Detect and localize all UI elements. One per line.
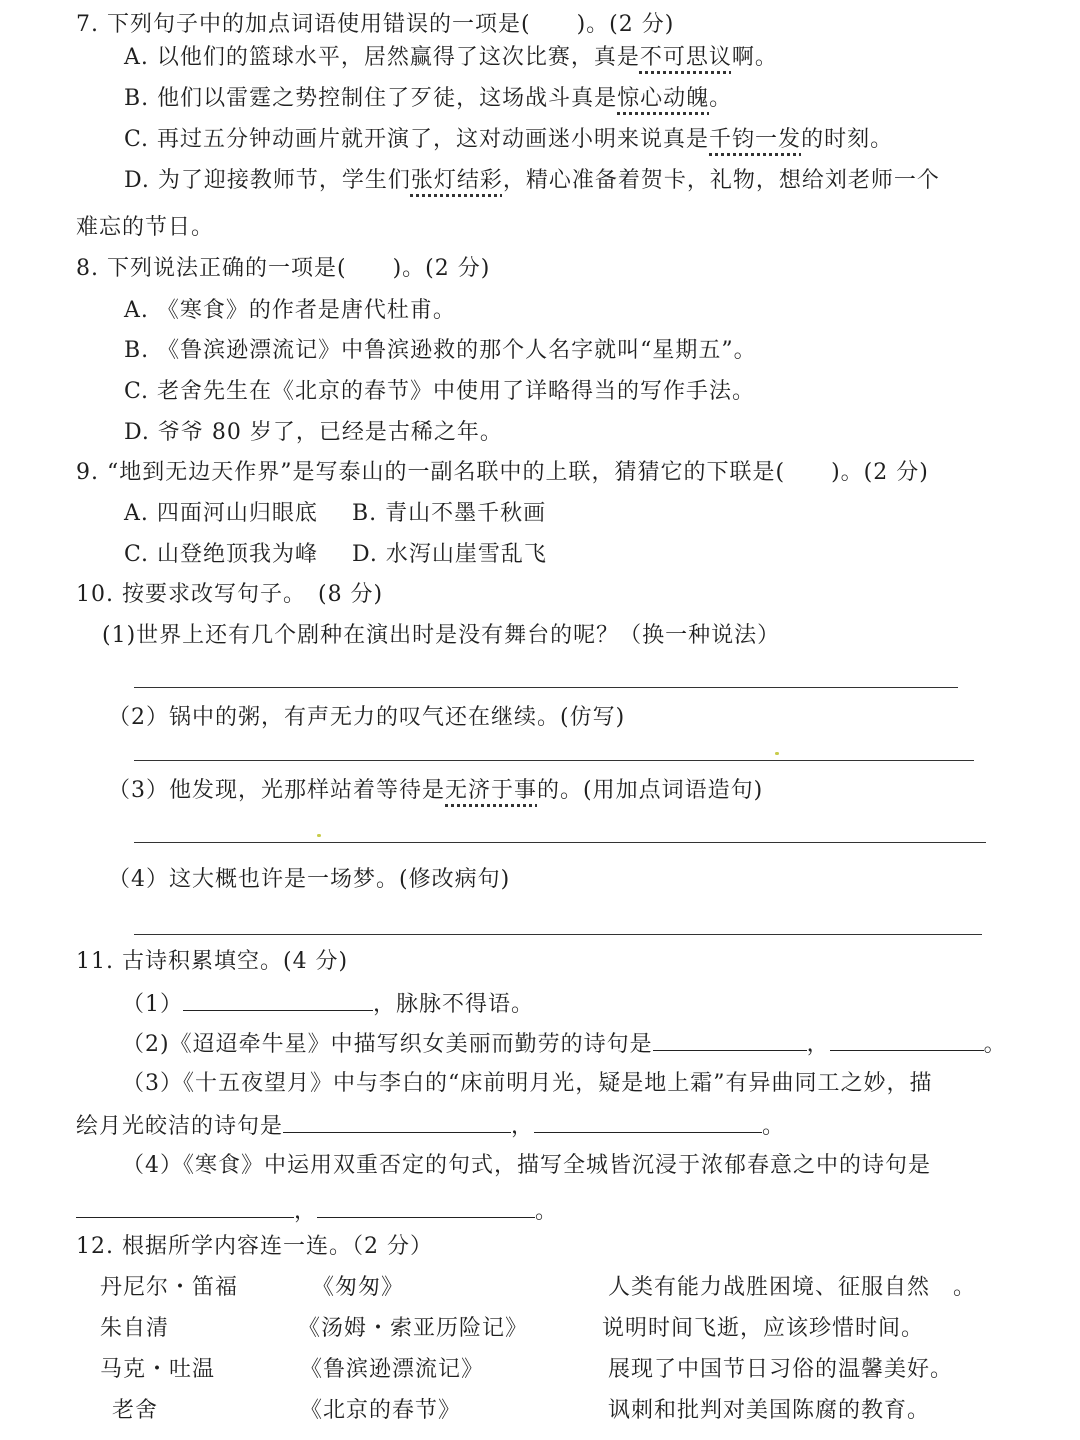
question-9-stem: 9. “地到无边天作界”是写泰山的一副名联中的上联，猜猜它的下联是( )。(2 分) [76, 460, 929, 485]
theme-item[interactable]: 人类有能力战胜困境、征服自然 。 [608, 1275, 977, 1300]
part-text: 绘月光皎洁的诗句是 [76, 1114, 284, 1139]
work-item[interactable]: 《汤姆・索亚历险记》 [298, 1316, 529, 1341]
question-7-option-c [124, 125, 893, 155]
question-11-part-4: （4）《寒食》中运用双重否定的句式，描写全城皆沉浸于浓郁春意之中的诗句是 [122, 1153, 931, 1178]
work-item[interactable]: 《鲁滨逊漂流记》 [300, 1357, 485, 1382]
dotted-word: 不可思议 [639, 45, 732, 70]
paper-speck [317, 834, 321, 837]
author-item[interactable]: 老舍 [112, 1398, 159, 1423]
fill-blank[interactable] [830, 1028, 984, 1051]
question-8-stem: 8. 下列说法正确的一项是( )。(2 分) [76, 256, 491, 281]
option-text: D. 为了迎接教师节，学生们 [124, 168, 411, 193]
dotted-word: 无济于事 [445, 778, 538, 803]
question-9-option-c: C. 山登绝顶我为峰 [124, 542, 319, 567]
question-7-option-a [124, 43, 778, 73]
dotted-word: 惊心动魄 [617, 86, 710, 111]
question-11-part-3-continued [76, 1110, 785, 1142]
question-9-option-b: B. 青山不墨千秋画 [352, 501, 547, 526]
question-11-part-1 [122, 988, 534, 1020]
question-7-stem: 7. 下列句子中的加点词语使用错误的一项是( )。(2 分) [76, 12, 675, 37]
question-11-part-3: （3）《十五夜望月》中与李白的“床前明月光，疑是地上霜”有异曲同工之妙，描 [122, 1071, 933, 1096]
option-text: C. 再过五分钟动画片就开演了，这对动画迷小明来说真是 [124, 127, 710, 152]
theme-item[interactable]: 说明时间飞逝，应该珍惜时间。 [602, 1316, 925, 1341]
work-item[interactable]: 《北京的春节》 [300, 1398, 462, 1423]
question-7-option-d [124, 166, 940, 196]
question-11-stem: 11. 古诗积累填空。(4 分) [76, 949, 349, 974]
fill-blank[interactable] [76, 1195, 294, 1218]
part-text: （3）他发现，光那样站着等待是 [108, 778, 445, 803]
punctuation: ， [294, 1199, 318, 1224]
answer-line-4[interactable] [134, 934, 982, 935]
question-9-option-a: A. 四面河山归眼底 [124, 501, 318, 526]
punctuation: 。 [535, 1199, 559, 1224]
question-10-part-2: （2）锅中的粥，有声无力的叹气还在继续。(仿写) [108, 705, 626, 730]
option-text: ，精心准备着贺卡，礼物，想给刘老师一个 [502, 168, 940, 193]
punctuation: 。 [983, 1032, 1007, 1057]
punctuation: 。 [762, 1114, 786, 1139]
option-text: A. 以他们的篮球水平，居然赢得了这次比赛，真是 [124, 45, 640, 70]
part-text: （2)《迢迢牵牛星》中描写织女美丽而勤劳的诗句是 [122, 1032, 653, 1057]
question-12-stem: 12. 根据所学内容连一连。（2 分） [76, 1234, 433, 1259]
question-7-option-d-continued: 难忘的节日。 [76, 215, 215, 240]
answer-line-2[interactable] [134, 760, 974, 761]
author-item[interactable]: 丹尼尔・笛福 [100, 1275, 239, 1300]
question-10-part-1: (1)世界上还有几个剧种在演出时是没有舞台的呢？（换一种说法） [102, 623, 781, 648]
part-text: （1） [122, 992, 183, 1017]
dotted-word: 千钧一发 [709, 127, 802, 152]
question-7-option-b [124, 84, 732, 114]
question-11-part-4-blanks [76, 1195, 558, 1227]
question-8-option-b: B. 《鲁滨逊漂流记》中鲁滨逊救的那个人名字就叫“星期五”。 [124, 338, 757, 363]
option-text: B. 他们以雷霆之势控制住了歹徒，这场战斗真是 [124, 86, 618, 111]
option-text: 啊。 [731, 45, 778, 70]
fill-blank[interactable] [534, 1110, 762, 1133]
theme-item[interactable]: 讽刺和批判对美国陈腐的教育。 [608, 1398, 931, 1423]
question-8-option-d: D. 爷爷 80 岁了，已经是古稀之年。 [124, 420, 503, 445]
part-text: ，脉脉不得语。 [373, 992, 535, 1017]
question-8-option-a: A. 《寒食》的作者是唐代杜甫。 [124, 298, 456, 323]
question-11-part-2 [122, 1028, 1007, 1060]
fill-blank[interactable] [653, 1028, 807, 1051]
dotted-word: 张灯结彩 [410, 168, 503, 193]
question-8-option-c: C. 老舍先生在《北京的春节》中使用了详略得当的写作手法。 [124, 379, 756, 404]
answer-line-3[interactable] [134, 842, 986, 843]
work-item[interactable]: 《匆匆》 [312, 1275, 405, 1300]
option-text: 。 [709, 86, 733, 111]
punctuation: ， [511, 1114, 535, 1139]
option-text: 的时刻。 [801, 127, 894, 152]
theme-item[interactable]: 展现了中国节日习俗的温馨美好。 [608, 1357, 954, 1382]
fill-blank[interactable] [283, 1110, 511, 1133]
answer-line-1[interactable] [134, 687, 958, 688]
question-10-part-3 [108, 776, 763, 806]
fill-blank[interactable] [183, 988, 373, 1011]
author-item[interactable]: 马克・吐温 [100, 1357, 216, 1382]
paper-speck [775, 752, 779, 755]
author-item[interactable]: 朱自清 [100, 1316, 170, 1341]
fill-blank[interactable] [317, 1195, 535, 1218]
question-9-option-d: D. 水泻山崖雪乱飞 [352, 542, 547, 567]
question-10-stem: 10. 按要求改写句子。 (8 分) [76, 582, 384, 607]
part-text: 的。(用加点词语造句) [537, 778, 764, 803]
question-10-part-4: （4）这大概也许是一场梦。(修改病句) [108, 867, 511, 892]
punctuation: ， [806, 1032, 830, 1057]
